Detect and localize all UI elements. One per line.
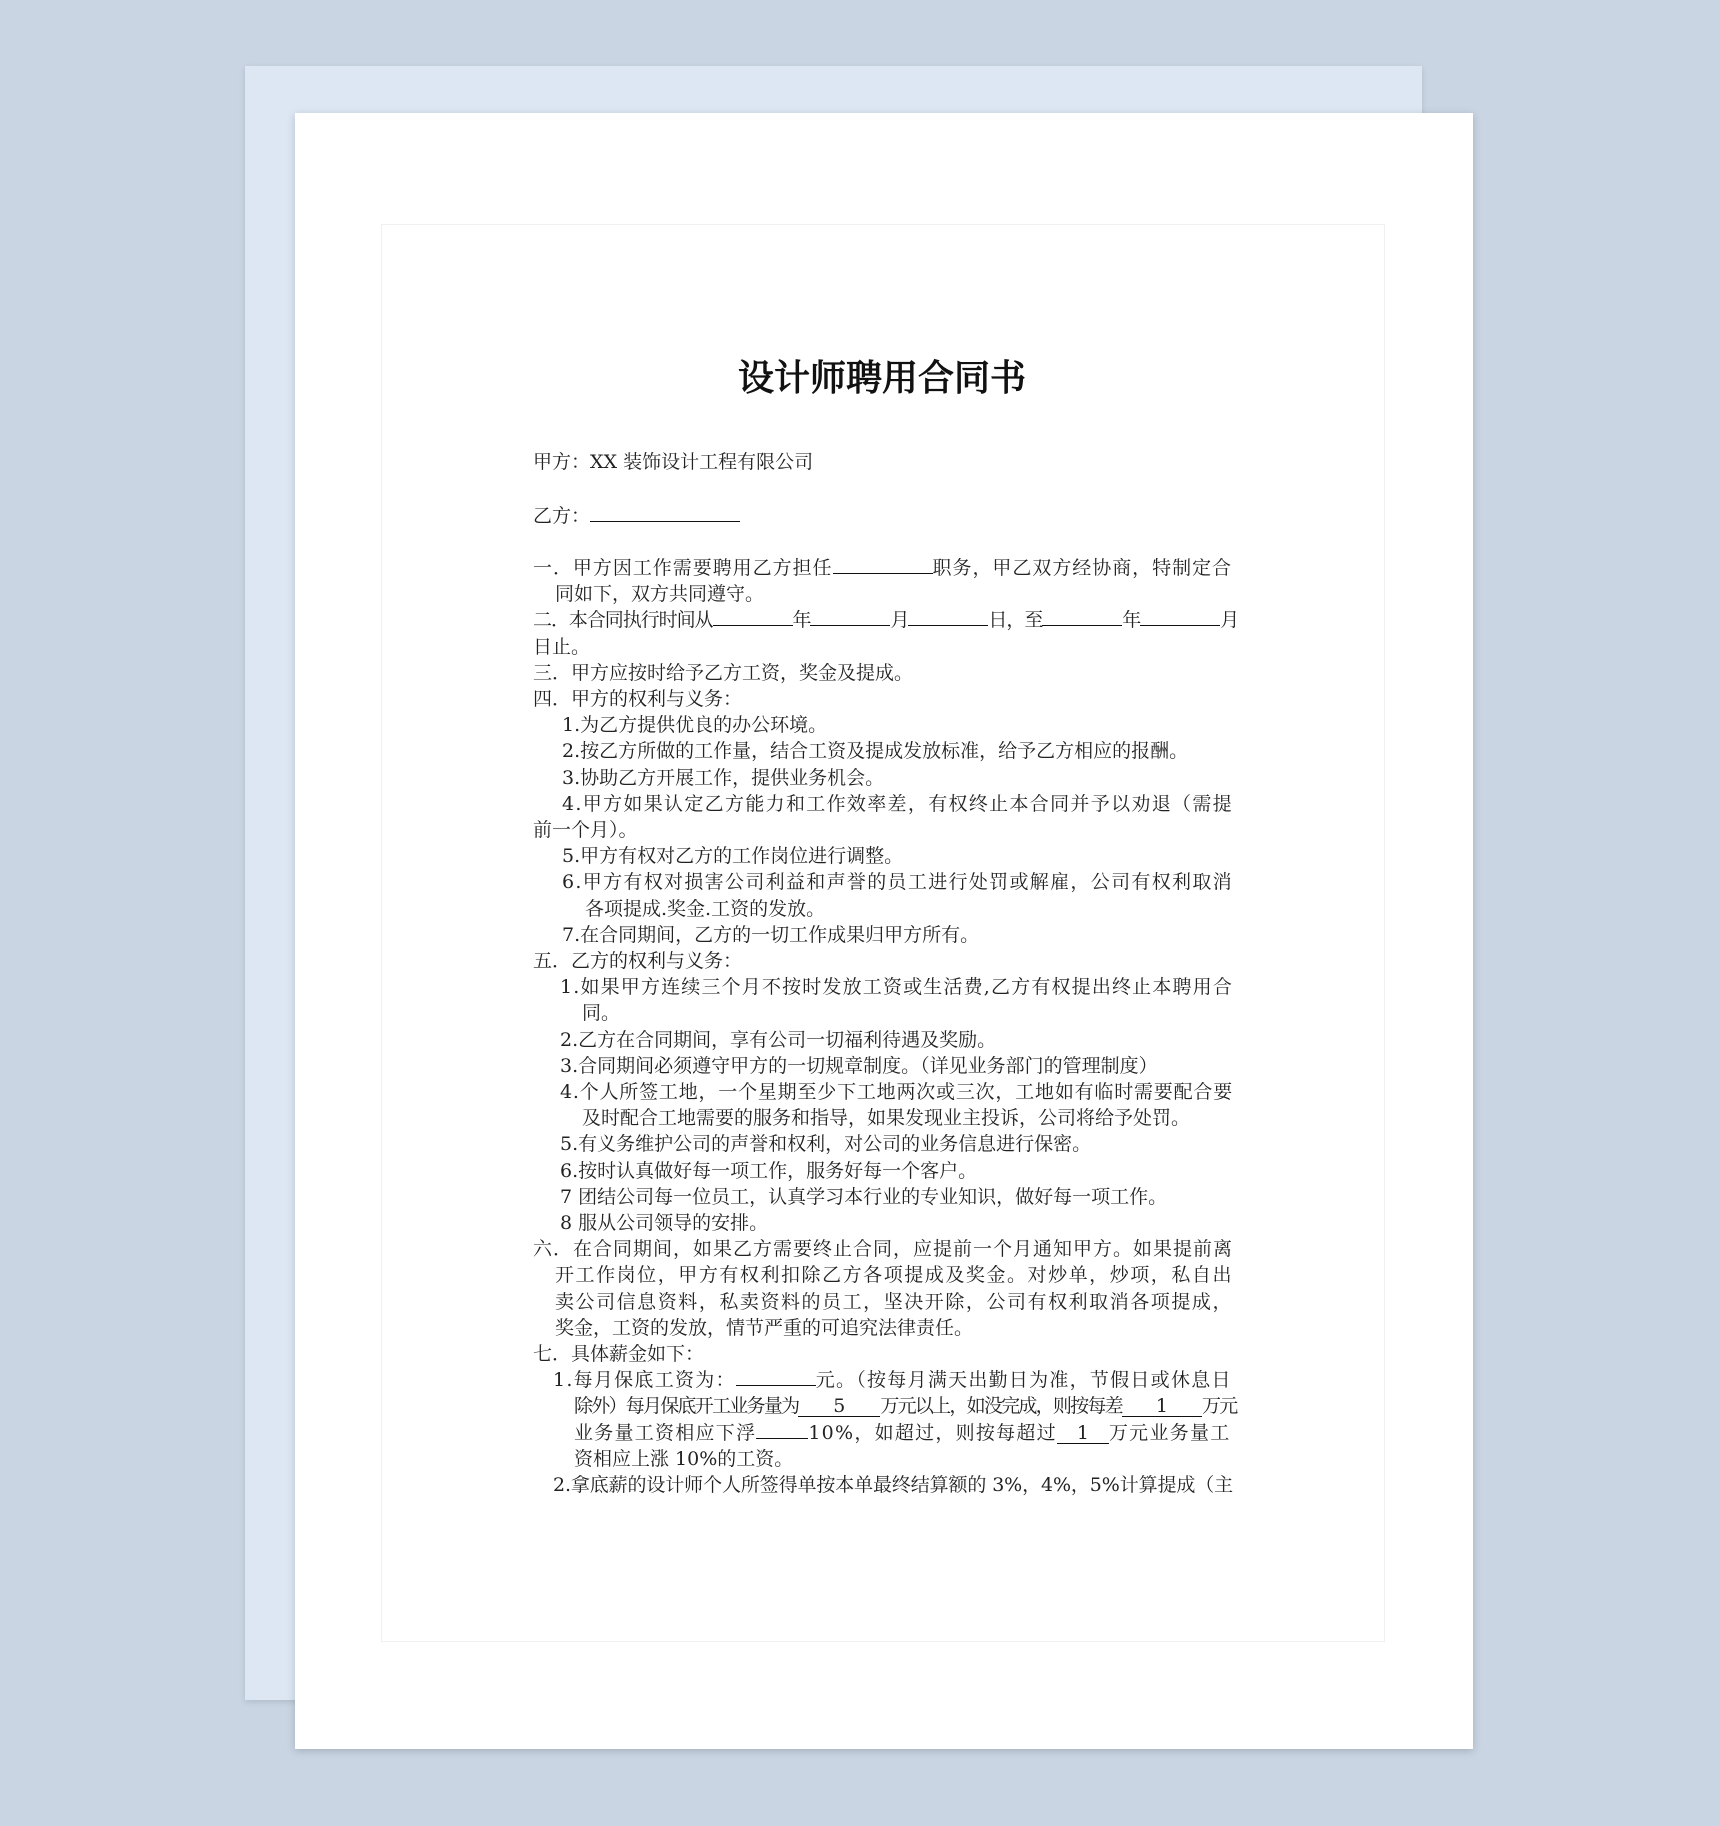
line-text: 职务，甲乙双方经协商，特制定合 [932,557,1233,579]
line-text: 除外）每月保底开工业务量为 [574,1395,799,1418]
line-text: 五．乙方的权利与义务： [533,950,743,972]
line-text: 万元 [1201,1395,1237,1418]
contract-line [560,1131,1091,1157]
line-text: 4.甲方如果认定乙方能力和工作效率差，有权终止本合同并予以劝退（需提 [562,792,1233,815]
line-text: 业务量工资相应下浮 [574,1421,757,1444]
contract-line [555,1315,973,1341]
contract-line [582,1000,620,1026]
line-text: 四．甲方的权利与义务： [533,688,743,710]
line-text: 前一个月）。 [533,819,638,841]
line-text: 元。（按每月满天出勤日为准，节假日或休息日 [815,1369,1232,1392]
contract-line [562,869,1233,895]
fill-in-blank: 1 [1122,1396,1202,1417]
line-text: 及时配合工地需要的服务和指导，如果发现业主投诉，公司将给予处罚。 [582,1107,1191,1130]
contract-line [555,1289,1233,1315]
line-text: 七．具体薪金如下： [533,1343,705,1365]
line-text: 日止。 [533,635,591,658]
contract-line [560,1079,1233,1105]
line-text: 奖金，工资的发放，情节严重的可追究法律责任。 [555,1316,974,1339]
line-text: 10%，如超过，则按每超过 [808,1421,1057,1444]
contract-line [555,581,764,607]
fill-in-blank [713,625,793,626]
line-text: 1.如果甲方连续三个月不按时发放工资或生活费,乙方有权提出终止本聘用合 [560,976,1233,999]
line-text: 日，至 [988,609,1043,632]
line-text: 5.甲方有权对乙方的工作岗位进行调整。 [562,845,904,868]
line-text: 2.按乙方所做的工作量，结合工资及提成发放标准，给予乙方相应的报酬。 [562,740,1189,763]
contract-line [533,1236,1233,1262]
contract-line [533,555,1232,581]
fill-in-blank [833,573,933,574]
contract-line [562,765,884,791]
line-text: 6.按时认真做好每一项工作，服务好每一个客户。 [560,1159,978,1182]
contract-line [533,634,590,660]
contract-line [533,449,813,475]
contract-line [533,1341,704,1367]
fill-in-blank [810,625,890,626]
contract-line [562,843,903,869]
line-text: 同如下，双方共同遵守。 [555,583,765,606]
contract-line [553,1367,1232,1393]
contract-line [574,1393,1236,1419]
line-text: 一．甲方因工作需要聘用乙方担任 [533,557,833,579]
contract-line [562,712,827,738]
fill-in-blank [1140,625,1220,626]
fill-in-blank [736,1385,816,1386]
line-text: 7.在合同期间，乙方的一切工作成果归甲方所有。 [562,923,980,946]
line-text: 1.每月保底工资为： [553,1369,736,1392]
contract-line [560,1210,768,1236]
line-text: 年 [1122,609,1141,632]
contract-line [533,686,742,712]
contract-line [533,817,638,843]
line-text: 年 [792,609,811,632]
contract-line [533,660,913,686]
contract-line [574,1420,1230,1446]
line-text: 万元业务量工 [1108,1421,1231,1444]
line-text: 三．甲方应按时给予乙方工资，奖金及提成。 [533,661,914,684]
line-text: 7 团结公司每一位员工，认真学习本行业的专业知识，做好每一项工作。 [560,1185,1168,1208]
contract-line [560,1053,1158,1079]
fill-in-blank [908,625,988,626]
document-title: 设计师聘用合同书 [737,358,1026,399]
line-text: 1.为乙方提供优良的办公环境。 [562,714,828,737]
line-text: 同。 [582,1002,621,1025]
line-text: 资相应上涨 10%的工资。 [574,1447,794,1470]
line-text: 二．本合同执行时间从 [533,609,713,632]
fill-in-blank: 1 [1057,1423,1109,1444]
line-text: 2.乙方在合同期间，享有公司一切福利待遇及奖励。 [560,1028,997,1051]
contract-line [560,1027,996,1053]
line-text: 2.拿底薪的设计师个人所签得单按本单最终结算额的 3%，4%，5%计算提成（主 [553,1474,1233,1496]
line-text: 4.个人所签工地，一个星期至少下工地两次或三次，工地如有临时需要配合要 [560,1081,1233,1103]
line-text: 甲方：XX 装饰设计工程有限公司 [533,451,814,473]
line-text: 8 服从公司领导的安排。 [560,1212,769,1234]
contract-line [585,896,825,922]
contract-line [555,1262,1233,1288]
contract-line [562,738,1188,764]
line-text: 卖公司信息资料，私卖资料的员工，坚决开除，公司有权利取消各项提成， [555,1290,1233,1313]
line-text: 乙方： [533,505,591,527]
line-text: 开工作岗位，甲方有权利扣除乙方各项提成及奖金。对炒单，炒项，私自出 [555,1264,1233,1287]
line-text: 3.合同期间必须遵守甲方的一切规章制度。（详见业务部门的管理制度） [560,1054,1158,1077]
contract-line [560,1158,977,1184]
line-text: 6.甲方有权对损害公司利益和声誉的员工进行处罚或解雇，公司有权利取消 [562,871,1233,894]
line-text: 月 [1220,609,1239,632]
line-text: 3.协助乙方开展工作，提供业务机会。 [562,766,885,789]
fill-in-blank [590,521,740,522]
fill-in-blank: 5 [798,1396,880,1417]
contract-line [560,1184,1167,1210]
contract-line [562,791,1233,817]
contract-line [560,974,1233,1000]
contract-line [533,503,740,529]
line-text: 各项提成.奖金.工资的发放。 [585,897,826,920]
fill-in-blank [756,1438,808,1439]
line-text: 万元以上，如没完成，则按每差 [880,1395,1122,1418]
line-text: 六．在合同期间，如果乙方需要终止合同，应提前一个月通知甲方。如果提前离 [533,1238,1233,1261]
line-text: 月 [890,609,909,632]
fill-in-blank [1042,625,1122,626]
contract-line [574,1446,793,1472]
contract-line [553,1472,1233,1498]
contract-line [533,948,742,974]
contract-line [582,1105,1190,1131]
contract-line [562,922,979,948]
contract-line [533,607,1238,633]
line-text: 5.有义务维护公司的声誉和权利，对公司的业务信息进行保密。 [560,1133,1092,1156]
